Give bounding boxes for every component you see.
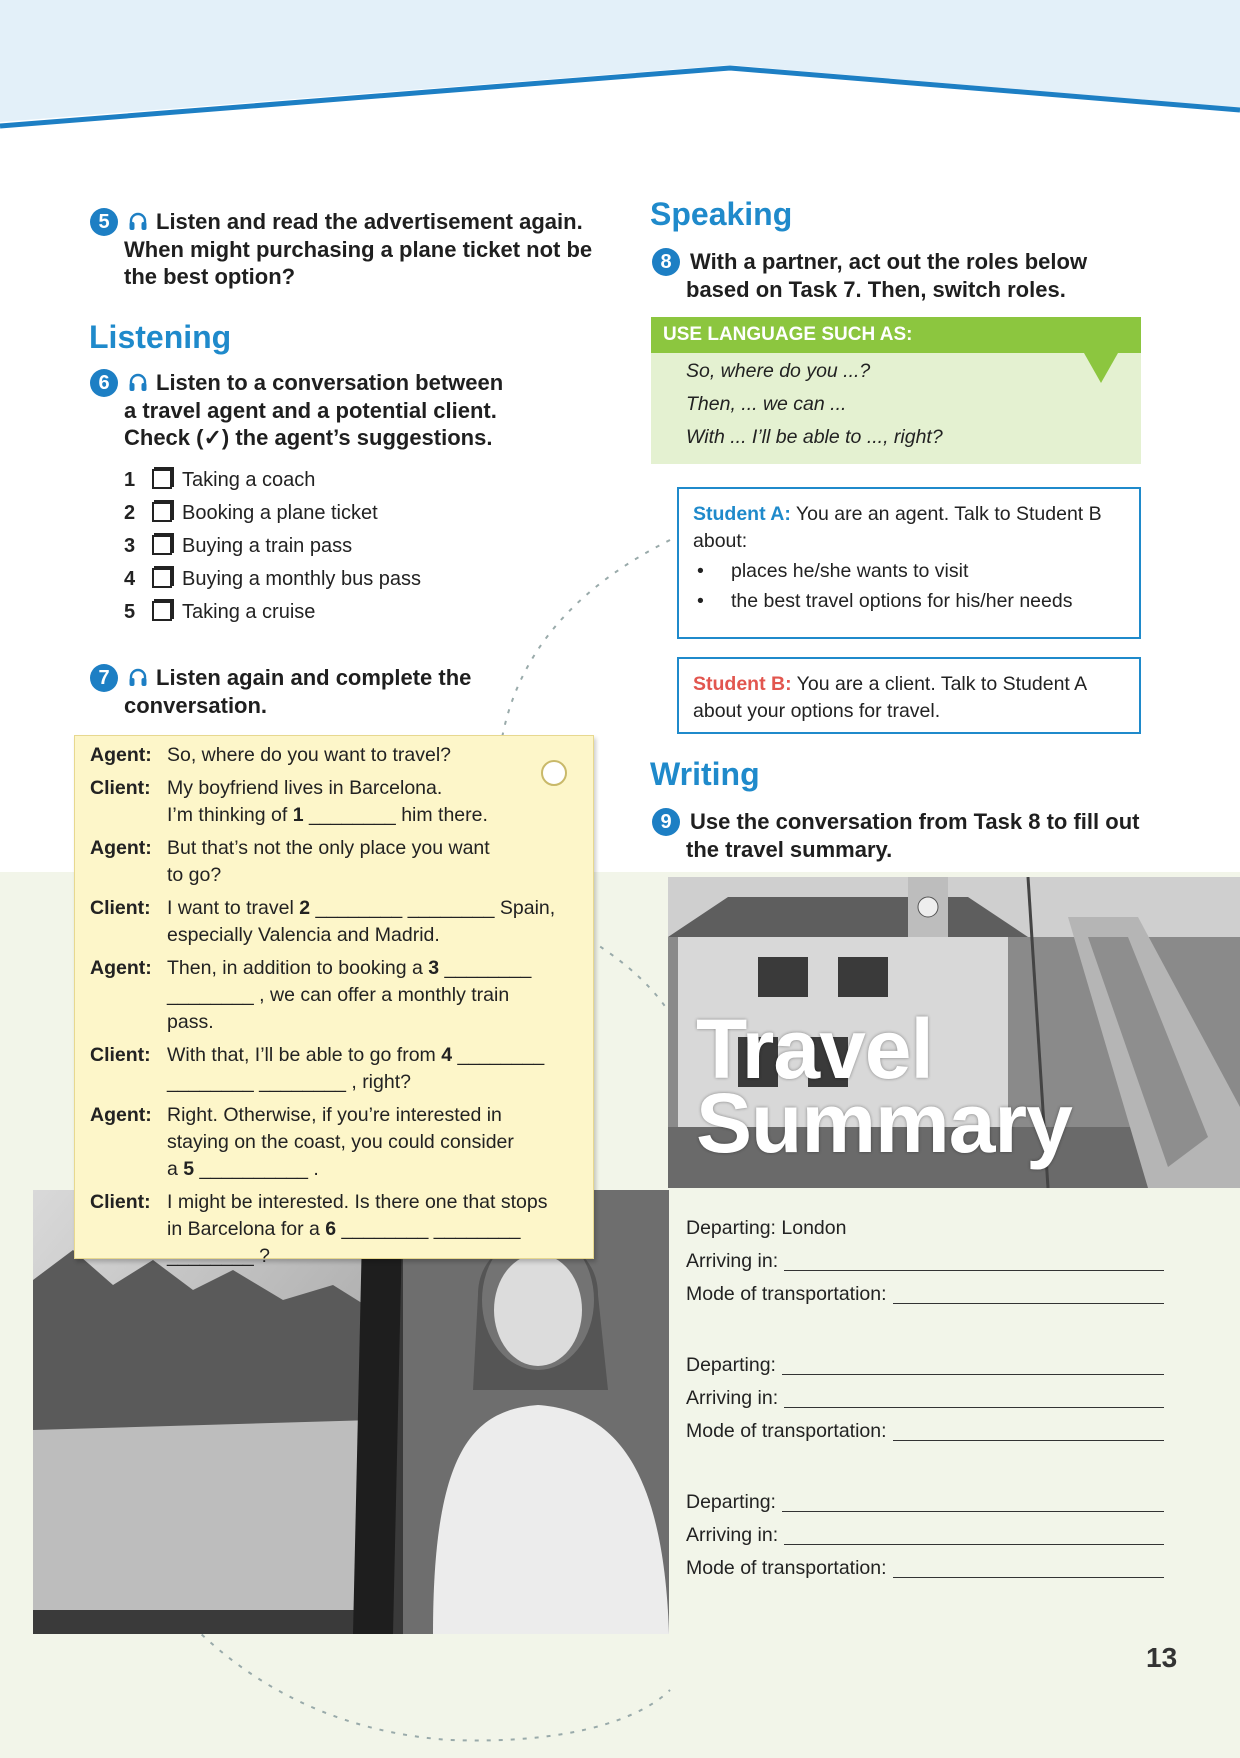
mode-field[interactable] (893, 1440, 1164, 1441)
task-8-line-1: With a partner, act out the roles below (690, 249, 1088, 274)
callout-arrow-icon (1084, 353, 1118, 383)
arriving-field[interactable] (784, 1270, 1164, 1271)
mode-field[interactable] (893, 1577, 1164, 1578)
task-5-line-1: Listen and read the advertisement again. (156, 209, 583, 234)
blank-field[interactable]: ________ (439, 957, 532, 979)
task-9-line-1: Use the conversation from Task 8 to fill out (690, 809, 1140, 834)
trip-group (686, 1349, 1164, 1448)
task-number-badge: 6 (90, 369, 118, 397)
task-number-badge: 7 (90, 664, 118, 692)
checkbox[interactable] (152, 502, 172, 522)
mode-row: Mode of transportation: (686, 1415, 1164, 1448)
task-9 (652, 808, 1232, 863)
arriving-row: Arriving in: (686, 1245, 1164, 1278)
departing-field[interactable] (782, 1374, 1164, 1375)
task-number-badge: 8 (652, 248, 680, 276)
travel-summary-form (686, 1212, 1164, 1623)
mode-row: Mode of transportation: (686, 1278, 1164, 1311)
departing-field[interactable] (782, 1511, 1164, 1512)
headphones-icon (128, 211, 148, 231)
student-a-card: Student A: You are an agent. Talk to Student B about: • places he/she wants to visit • the best travel options for his/her needs (677, 487, 1141, 639)
dialogue-line: Agent: But that’s not the only place you want to go? (90, 837, 490, 886)
language-phrases (651, 353, 1141, 454)
header-banner (0, 0, 1240, 140)
listening-heading: Listening (89, 319, 232, 355)
language-box-header: USE LANGUAGE SUCH AS: (651, 317, 1141, 353)
student-a-label: Student A: (693, 503, 791, 525)
task-5-line-2: When might purchasing a plane ticket not be (124, 237, 593, 262)
task-5-line-3: the best option? (124, 264, 296, 289)
task-number-badge: 9 (652, 808, 680, 836)
task-6-line-1: Listen to a conversation between (156, 370, 504, 395)
task-number-badge: 5 (90, 208, 118, 236)
dialogue-line: Agent: Then, in addition to booking a 3 ________ ________ , we can offer a monthly train pass. (90, 957, 532, 1033)
checkbox[interactable] (152, 535, 172, 555)
task-9-line-2: the travel summary. (686, 837, 893, 862)
blank-field[interactable]: ________ (452, 1044, 545, 1066)
page-number: 13 (1146, 1642, 1178, 1673)
blank-field[interactable]: ________ ________ , right? (167, 1071, 411, 1093)
conversation-note (74, 735, 594, 1267)
list-item: 2 Booking a plane ticket (124, 502, 378, 524)
phrase: Then, ... we can ... (686, 393, 847, 415)
blank-field[interactable]: __________ . (194, 1158, 319, 1180)
blank-field[interactable]: ________ ________ (336, 1218, 521, 1240)
task-7-line-2: conversation. (124, 693, 268, 718)
headphones-icon (128, 372, 148, 392)
dialogue (90, 742, 560, 1276)
travel-summary-title: Travel Summary (696, 1002, 1072, 1170)
dialogue-line: Client: I might be interested. Is there one that stops in Barcelona for a 6 ________ ________ ________ ? (90, 1191, 548, 1267)
departing-row: Departing: London (686, 1217, 847, 1239)
arriving-row: Arriving in: (686, 1382, 1164, 1415)
list-item: 4 Buying a monthly bus pass (124, 568, 422, 590)
arriving-field[interactable] (784, 1544, 1164, 1545)
student-b-card: Student B: You are a client. Talk to Student A about your options for travel. (677, 657, 1141, 734)
task-8-line-2: based on Task 7. Then, switch roles. (686, 277, 1066, 302)
task-6 (90, 369, 610, 451)
headphones-icon (128, 667, 148, 687)
list-item: 3 Buying a train pass (124, 535, 353, 557)
task-7-line-1: Listen again and complete the (156, 665, 472, 690)
arriving-row: Arriving in: (686, 1519, 1164, 1552)
blank-field[interactable]: ________ ? (167, 1245, 271, 1267)
task-6-line-3: Check (✓) the agent’s suggestions. (124, 425, 493, 450)
checkbox[interactable] (152, 568, 172, 588)
task-6-line-2: a travel agent and a potential client. (124, 398, 497, 423)
departing-row: Departing: (686, 1349, 1164, 1382)
phrase: So, where do you ...? (686, 360, 871, 382)
task-7 (90, 664, 610, 719)
speaking-heading: Speaking (650, 196, 793, 232)
mode-row: Mode of transportation: (686, 1552, 1164, 1585)
departing-row: Departing: (686, 1486, 1164, 1519)
list-item: • the best travel options for his/her needs (697, 590, 1073, 612)
list-item: 5 Taking a cruise (124, 601, 316, 623)
suggestion-checklist (124, 464, 421, 629)
blank-field[interactable]: ________ ________ Spain, (310, 897, 556, 919)
checkbox[interactable] (152, 601, 172, 621)
dialogue-line: Client: With that, I’ll be able to go from 4 ________ ________ ________ , right? (90, 1044, 545, 1093)
trip-group (686, 1486, 1164, 1585)
checkbox[interactable] (152, 469, 172, 489)
trip-group (686, 1212, 1164, 1311)
language-box (651, 317, 1141, 464)
blank-field[interactable]: ________ , we can offer a monthly train pass. (167, 984, 510, 1033)
phrase: With ... I’ll be able to ..., right? (686, 426, 943, 448)
task-8 (652, 248, 1212, 303)
arriving-field[interactable] (784, 1407, 1164, 1408)
student-b-label: Student B: (693, 673, 792, 695)
dialogue-line: Agent: Right. Otherwise, if you’re interested in staying on the coast, you could consider a 5 __________ . (90, 1104, 514, 1180)
dialogue-line: Client: My boyfriend lives in Barcelona. I’m thinking of 1 ________ him there. (90, 777, 488, 826)
writing-heading: Writing (650, 756, 760, 792)
dialogue-line: Client: I want to travel 2 ________ ________ Spain, especially Valencia and Madrid. (90, 897, 556, 946)
mode-field[interactable] (893, 1303, 1164, 1304)
blank-field[interactable]: ________ him there. (303, 804, 488, 826)
list-item: • places he/she wants to visit (697, 560, 969, 582)
task-5 (90, 208, 610, 290)
dialogue-line: Agent: So, where do you want to travel? (90, 744, 451, 766)
list-item: 1 Taking a coach (124, 469, 316, 491)
